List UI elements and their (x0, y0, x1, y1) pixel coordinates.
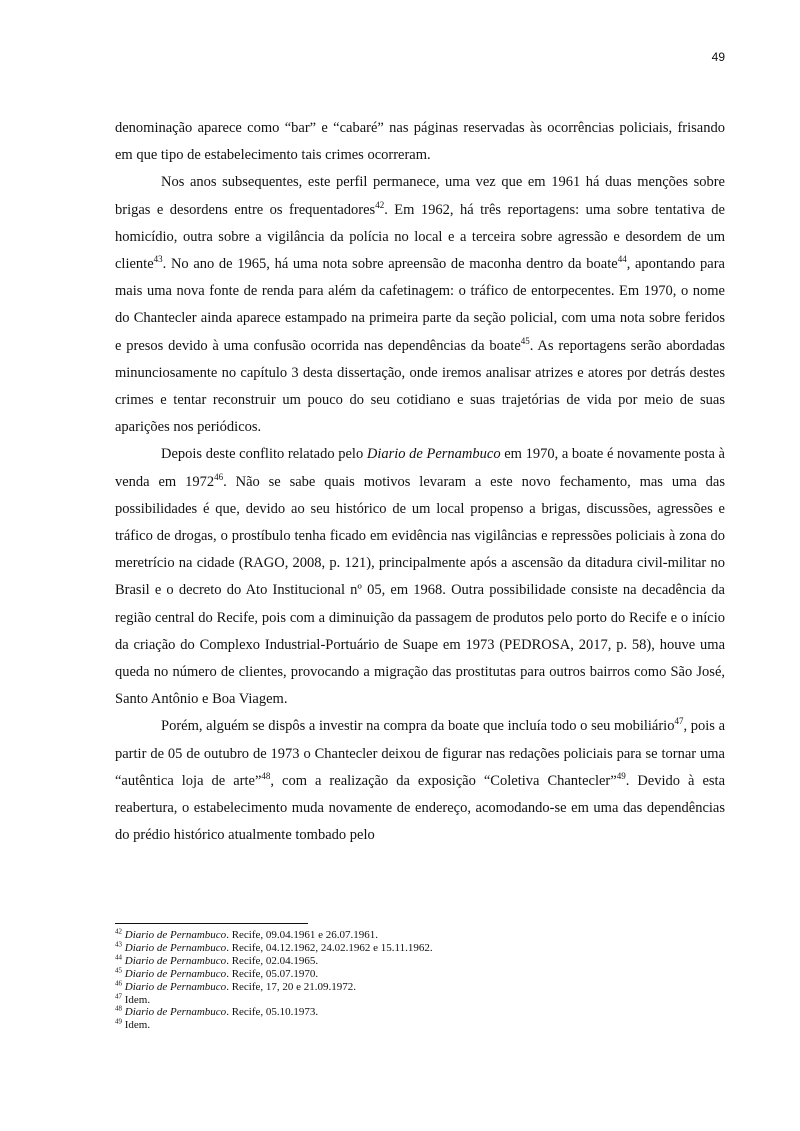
footnote-detail: . Recife, 09.04.1961 e 26.07.1961. (226, 929, 379, 941)
text-run: Depois deste conflito relatado pelo (161, 446, 367, 463)
text-run: . As reportagens serão abordadas minunciosamente no capítulo 3 desta dissertação, onde iremos analisar atrizes e atores por detrás destes crimes e tentar reconstruir um pouco do seu cotidiano e suas trajetórias de vida por meio de suas aparições nos periódicos. (115, 337, 726, 436)
footnote (115, 968, 725, 981)
footnote-ref: 47 (674, 716, 684, 727)
footnote-number: 44 (115, 953, 122, 962)
page-number: 49 (711, 50, 725, 64)
text-run: . No ano de 1965, há uma nota sobre apreensão de maconha dentro da boate (162, 256, 618, 273)
text-run: . Em 1962, há três reportagens: uma sobre tentativa de homicídio, outra sobre a vigilância da polícia no local e a terceira sobre agressão e desordem de um cliente (115, 201, 725, 273)
body-text (115, 115, 725, 849)
footnote (115, 942, 725, 955)
footnote-source: Diario de Pernambuco (124, 980, 227, 993)
footnote-number: 43 (115, 940, 122, 949)
footnote-number: 45 (115, 966, 122, 975)
paragraph (115, 713, 725, 849)
footnote-detail: . Recife, 05.10.1973. (226, 1006, 319, 1019)
text-run: em 1970, a boate é novamente posta à venda em 1972 (115, 446, 725, 490)
text-run: . Não se sabe quais motivos levaram a este novo fechamento, mas uma das possibilidades é que, devido ao seu histórico de um local propenso a brigas, discussões, agressões e tráfico de drogas, o prostíbulo tenha ficado em evidência nas vigilâncias e repressões policiais à zona do meretrício na cidade (RAGO, 2008, p. 121), principalmente após a ascensão da ditadura civil-militar no Brasil e o decreto do Ato Institucional nº 05, em 1968. Outra possibilidade consiste na decadência da região central do Recife, pois com a diminuição da passagem de produtos pelo porto do Recife e o início da criação do Complexo Industrial-Portuário de Suape em 1973 (PEDROSA, 2017, p. 58), houve uma queda no número de clientes, provocando a migração das prostitutas para outros bairros como São José, Santo Antônio e Boa Viagem. (115, 473, 725, 708)
footnote-source: Diario de Pernambuco (124, 967, 227, 980)
footnote-ref: 48 (261, 771, 271, 782)
footnote-source: Diario de Pernambuco (124, 1006, 227, 1019)
text-run: , pois a partir de 05 de outubro de 1973 o Chantecler deixou de figurar nas redações policiais para se tornar uma “autêntica loja de arte” (115, 718, 726, 789)
text-run: Nos anos subsequentes, este perfil permanece, uma vez que em 1961 há duas menções sobre brigas e desordens entre os frequentadores (115, 174, 725, 218)
footnote-detail: Idem. (124, 993, 151, 1006)
footnote-ref: 42 (375, 199, 385, 210)
footnote (115, 955, 725, 968)
footnote-ref: 46 (214, 471, 224, 482)
footnote-divider (115, 923, 308, 924)
newspaper-title: Diario de Pernambuco (366, 446, 501, 463)
paragraph (115, 169, 725, 441)
footnote-source: Diario de Pernambuco (124, 941, 227, 954)
footnote (115, 991, 725, 1007)
footnote-ref: 49 (616, 771, 626, 782)
footnote-number: 47 (115, 991, 122, 1000)
text-run: Porém, alguém se dispôs a investir na compra da boate que incluía todo o seu mobiliário (161, 718, 675, 735)
footnote-ref: 43 (153, 254, 163, 265)
text-run: , com a realização da exposição “Coletiva Chantecler” (270, 772, 617, 789)
footnote-detail: . Recife, 04.12.1962, 24.02.1962 e 15.11.1962. (226, 941, 433, 954)
footnote (115, 1006, 725, 1019)
footnote (115, 929, 725, 942)
footnote (115, 1019, 725, 1032)
footnotes (115, 929, 725, 1032)
footnote-detail: . Recife, 05.07.1970. (226, 967, 319, 980)
footnote-detail: . Recife, 02.04.1965. (226, 954, 319, 967)
footnote-source: Diario de Pernambuco (124, 929, 227, 941)
paragraph (115, 115, 725, 169)
footnote-number: 46 (115, 978, 122, 987)
footnote (115, 978, 725, 994)
footnote-number: 49 (115, 1017, 122, 1026)
footnote-source: Diario de Pernambuco (124, 954, 227, 967)
footnote-detail: . Recife, 17, 20 e 21.09.1972. (226, 980, 357, 993)
text-run: , apontando para mais uma nova fonte de renda para além da cafetinagem: o tráfico de entorpecentes. Em 1970, o nome do Chantecler ainda aparece estampado na primeira parte da seção policial, com uma nota sobre feridos e presos devido à uma confusão ocorrida nas dependências da boate (115, 256, 725, 354)
footnote-number: 48 (115, 1004, 122, 1013)
footnote-detail: Idem. (124, 1019, 151, 1032)
footnote-number: 42 (115, 927, 122, 936)
text-run: denominação aparece como “bar” e “cabaré” nas páginas reservadas às ocorrências policiais, frisando em que tipo de estabelecimento tais crimes ocorreram. (115, 120, 725, 164)
footnote-ref: 44 (617, 254, 627, 265)
text-run: . Devido à esta reabertura, o estabelecimento muda novamente de endereço, acomodando-se em uma das dependências do prédio histórico atualmente tombado pelo (115, 772, 725, 844)
footnote-ref: 45 (520, 335, 530, 346)
paragraph (115, 441, 725, 713)
